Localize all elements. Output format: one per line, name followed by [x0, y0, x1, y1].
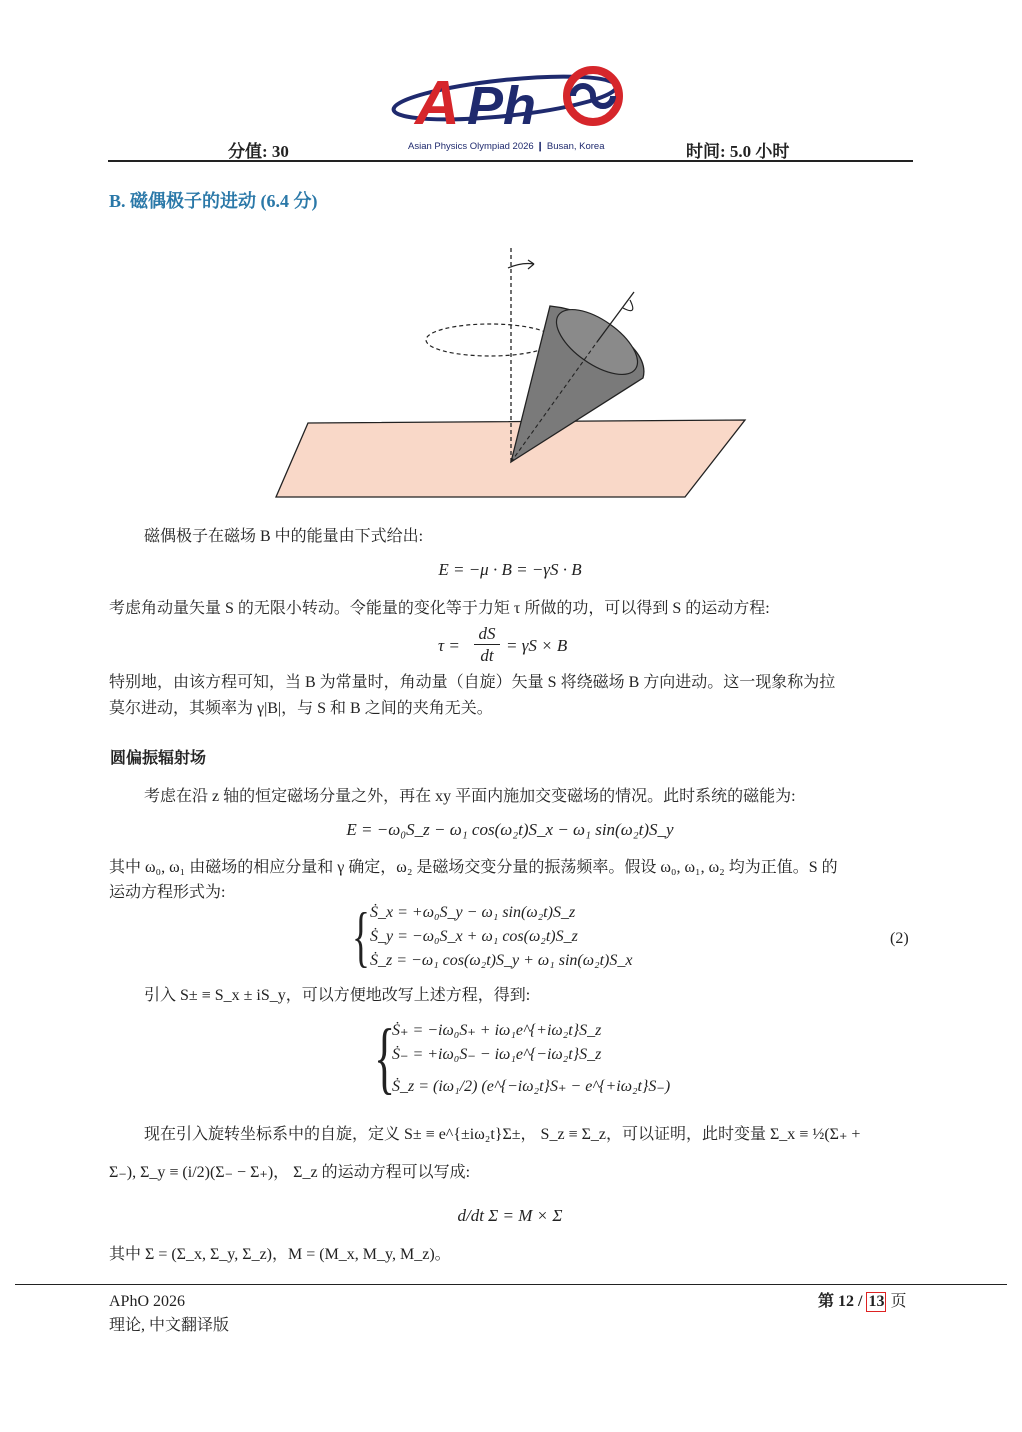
apho-logo — [385, 62, 635, 142]
subheading: 圆偏振辐射场 — [110, 750, 207, 767]
paragraph-5-line-2: 运动方程形式为: — [109, 884, 226, 901]
svg-text:A: A — [415, 69, 460, 138]
precession-figure — [270, 240, 750, 505]
section-title: B. 磁偶极子的进动 (6.4 分) — [109, 191, 318, 211]
paragraph-6: 引入 S± ≡ S_x ± iS_y，可以方便地改写上述方程，得到: — [144, 987, 531, 1004]
equation-system-spm: { Ṡ₊ = −iω₀S₊ + iω₁e^{+iω₂t}S_z Ṡ₋ = +iω₀S₋ − iω₁e^{−iω₂t}S_z Ṡ_z = (iω₁/2) (e^{−iω₂t}S₊ − e^{+iω₂t}S₋) — [374, 1014, 671, 1102]
equation-system-2: { Ṡ_x = +ω₀S_y − ω₁ sin(ω₂t)S_z Ṡ_y = −ω₀S_x + ω₁ cos(ω₂t)S_z Ṡ_z = −ω₁ cos(ω₂t)S_y + ω₁ sin(ω₂t)S_x — [352, 898, 633, 974]
footer-divider — [15, 1284, 1007, 1285]
svg-text:Ph: Ph — [467, 76, 537, 136]
page-prefix: 第 12 / — [818, 1293, 863, 1310]
paragraph-3-line-1: 特别地，由该方程可知，当 B 为常量时，角动量（自旋）矢量 S 将绕磁场 B 方向进动。这一现象称为拉 — [109, 674, 836, 691]
paragraph-4: 考虑在沿 z 轴的恒定磁场分量之外，再在 xy 平面内施加交变磁场的情况。此时系统的磁能为: — [144, 788, 796, 805]
footer-left — [109, 1290, 229, 1338]
equation-magnetic-energy: E = −ω₀S_z − ω₁ cos(ω₂t)S_x − ω₁ sin(ω₂t)S_y — [346, 820, 674, 839]
equation-rotating-frame: d/dt Σ = M × Σ — [457, 1206, 563, 1225]
paragraph-3-line-2: 莫尔进动，其频率为 γ|B|，与 S 和 B 之间的夹角无关。 — [109, 700, 493, 717]
paragraph-1: 磁偶极子在磁场 B 中的能量由下式给出: — [144, 528, 424, 545]
page-number — [818, 1290, 906, 1314]
logo-subtitle: Asian Physics Olympiad 2026 ❙ Busan, Korea — [408, 141, 605, 152]
header-divider — [108, 160, 913, 162]
score-label: 分值: 30 — [228, 142, 289, 161]
precession-orbit — [426, 324, 554, 356]
equation-energy: E = −μ · B = −γS · B — [438, 560, 582, 579]
footer-subtitle: 理论, 中文翻译版 — [109, 1317, 230, 1334]
paragraph-8: 其中 Σ = (Σ_x, Σ_y, Σ_z)，M = (M_x, M_y, M_z)。 — [109, 1246, 451, 1263]
paragraph-7-line-1: 现在引入旋转坐标系中的自旋，定义 S± ≡ e^{±iω₂t}Σ±， S_z ≡ Σ_z，可以证明，此时变量 Σ_x ≡ ½(Σ₊ + — [144, 1126, 861, 1143]
paragraph-2: 考虑角动量矢量 S 的无限小转动。令能量的变化等于力矩 τ 所做的功，可以得到 S 的运动方程: — [109, 600, 770, 617]
paragraph-5-line-1: 其中 ω₀, ω₁ 由磁场的相应分量和 γ 确定，ω₂ 是磁场交变分量的振荡频率。假设 ω₀, ω₁, ω₂ 均为正值。S 的 — [109, 859, 838, 876]
equation-number: (2) — [890, 930, 909, 947]
footer-title: APhO 2026 — [109, 1293, 186, 1310]
page-total-link[interactable]: 13 — [868, 1293, 885, 1310]
page-suffix: 页 — [890, 1293, 907, 1310]
equation-torque: τ = dS dt = γS × B — [438, 624, 568, 665]
rotation-arrow-top — [508, 260, 534, 269]
paragraph-7-line-2: Σ₋), Σ_y ≡ (i/2)(Σ₋ − Σ₊)， Σ_z 的运动方程可以写成: — [109, 1164, 471, 1181]
time-label: 时间: 5.0 小时 — [686, 142, 790, 161]
